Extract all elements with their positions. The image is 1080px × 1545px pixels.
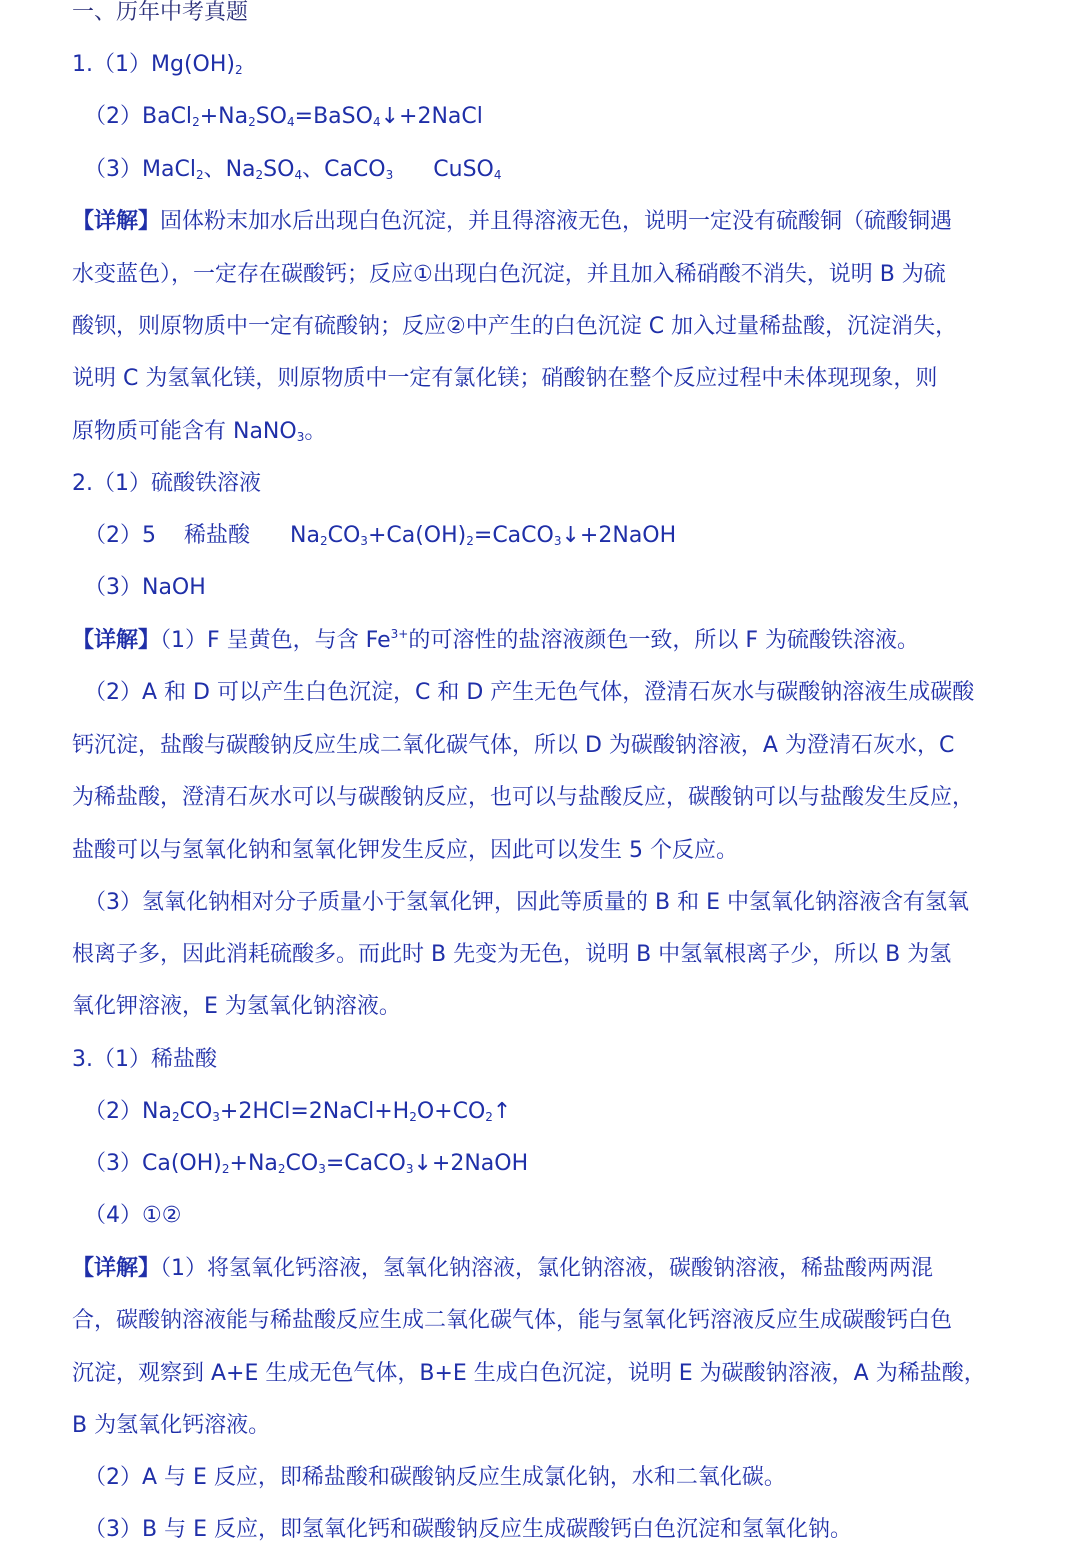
detail-tag: 【详解】 [72,1256,161,1281]
detail-tag: 【详解】 [72,628,161,653]
q1-part2: $(2)BaCl_2+Na_2SO_4=BaSO_4↓+2NaCl$ [84,104,483,129]
q3-part2: $(2)Na_2CO_3+2HCl=2NaCl+H_2O+CO_2↑$ [84,1099,512,1124]
section-title: 一、历年中考真题 [72,0,249,25]
q2-detail3-line2: 根离子多，因此消耗硫酸多。而此时 B 先变为无色，说明 B 中氢氧根离子少，所以 B 为氢 [72,942,952,967]
q2-detail2-line2: 钙沉淀，盐酸与碳酸钠反应生成二氧化碳气体，所以 D 为碳酸钠溶液，A 为澄清石灰水，C [72,733,955,758]
q3-part1: 3.（1）稀盐酸 [72,1047,217,1072]
q1-part3: （3）MaCl$_2$、$Na_2SO_4$、CaCO$_3$ CuSO$_4$ [84,157,502,182]
q3-detail1-line4: B 为氢氧化钙溶液。 [72,1413,271,1438]
q1-part1: $1.(1)Mg(OH)_2$ [72,52,243,77]
q3-detail2: （2）A 与 E 反应，即稀盐酸和碳酸钠反应生成氯化钠，水和二氧化碳。 [84,1465,786,1490]
q1-detail-line5: 原物质可能含有 NaNO$_3$。 [72,419,327,444]
q3-detail-line1: 【详解】（1）将氢氧化钙溶液，氢氧化钠溶液，氯化钠溶液，碳酸钠溶液，稀盐酸两两混 [72,1256,934,1281]
q2-detail2-line4: 盐酸可以与氢氧化钠和氢氧化钾发生反应，因此可以发生 5 个反应。 [72,838,738,863]
q2-detail3-line1: （3）氢氧化钠相对分子质量小于氢氧化钾，因此等质量的 B 和 E 中氢氧化钠溶液含有氢氧 [84,890,969,915]
q2-part2: （2）5 稀盐酸 $Na_2CO_3+Ca(OH)_2=CaCO_3↓+2NaOH$ [84,523,677,548]
q3-part4: （4）①② [84,1203,182,1228]
q1-detail-line3: 酸钡，则原物质中一定有硫酸钠；反应②中产生的白色沉淀 C 加入过量稀盐酸，沉淀消失， [72,314,958,339]
q3-detail1-line3: 沉淀，观察到 A+E 生成无色气体，B+E 生成白色沉淀，说明 E 为碳酸钠溶液，A 为稀盐酸， [72,1361,986,1386]
detail-tag: 【详解】 [72,209,161,234]
q1-detail-line1: 【详解】固体粉末加水后出现白色沉淀，并且得溶液无色，说明一定没有硫酸铜（硫酸铜遇 [72,209,953,234]
q3-part3: $(3)Ca(OH)_2+Na_2CO_3=CaCO_3↓+2NaOH$ [84,1151,529,1176]
q2-detail2-line3: 为稀盐酸，澄清石灰水可以与碳酸钠反应，也可以与盐酸反应，碳酸钠可以与盐酸发生反应， [72,785,975,810]
q1-detail-line4: 说明 C 为氢氧化镁，则原物质中一定有氯化镁；硝酸钠在整个反应过程中未体现现象，则 [72,366,938,391]
q2-part3: （3）NaOH [84,575,206,600]
q3-detail1-line2: 合，碳酸钠溶液能与稀盐酸反应生成二氧化碳气体，能与氢氧化钙溶液反应生成碳酸钙白色 [72,1308,953,1333]
q2-detail3-line3: 氧化钾溶液，E 为氢氧化钠溶液。 [72,994,401,1019]
q1-detail-line2: 水变蓝色），一定存在碳酸钙；反应①出现白色沉淀，并且加入稀硝酸不消失，说明 B 为硫 [72,262,946,287]
q2-part1: 2.（1）硫酸铁溶液 [72,471,261,496]
q2-detail-line1: 【详解】（1）F 呈黄色，与含 $Fe^{3+}$的可溶性的盐溶液颜色一致，所以 F 为硫酸铁溶液。 [72,627,919,653]
q3-detail3: （3）B 与 E 反应，即氢氧化钙和碳酸钠反应生成碳酸钙白色沉淀和氢氧化钠。 [84,1517,852,1542]
q2-detail2-line1: （2）A 和 D 可以产生白色沉淀，C 和 D 产生无色气体，澄清石灰水与碳酸钠溶液生成碳酸 [84,680,975,705]
